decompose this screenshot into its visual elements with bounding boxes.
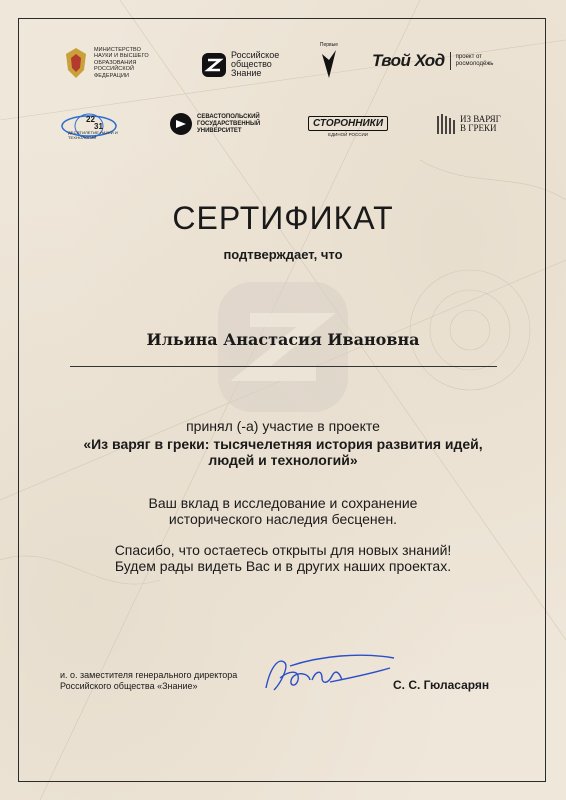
decade-text: ДЕСЯТИЛЕТИЕ НАУКИ И ТЕХНОЛОГИЙ <box>68 130 118 140</box>
signer-role-line1: и. о. заместителя генерального директора <box>60 670 238 680</box>
pervye-icon <box>318 48 340 82</box>
iz-varyag-logo <box>436 112 501 136</box>
signer-name: С. С. Гюласарян <box>393 678 490 692</box>
participation-text: принял (-а) участие в проекте <box>186 418 380 434</box>
signer-role-line2: Российского общества «Знание» <box>60 681 198 691</box>
decade-year-top: 22 <box>86 115 95 124</box>
tvoy-hod-logo <box>372 51 504 71</box>
iz-varyag-line1: ИЗ ВАРЯГ <box>460 114 501 124</box>
iz-varyag-line2: В ГРЕКИ <box>460 123 497 133</box>
thanks-line-1: Спасибо, что остаетесь открыты для новых знаний! <box>114 542 452 558</box>
coat-of-arms-icon <box>62 46 90 80</box>
project-line-2: людей и технологий» <box>208 452 358 468</box>
znanie-logo <box>202 51 279 78</box>
signer-role <box>60 670 237 692</box>
pervye-label: Первые <box>319 42 339 48</box>
pervye-logo <box>318 42 340 82</box>
znanie-line3: Знание <box>231 68 262 78</box>
tvoy-hod-title: Твой Ход <box>372 51 445 70</box>
storonniki-logo <box>308 116 388 137</box>
decade-year-bottom: 31 <box>94 122 103 131</box>
decade-logo <box>60 112 118 140</box>
storonniki-sub: ЕДИНОЙ РОССИИ <box>328 132 368 137</box>
name-underline <box>70 366 497 367</box>
contribution-line-1: Ваш вклад в исследование и сохранение <box>148 495 418 511</box>
project-line-1: «Из варяг в греки: тысячелетняя история развития идей, <box>83 436 483 452</box>
sevgu-logo <box>170 113 261 135</box>
znanie-icon <box>202 53 226 77</box>
contribution-line-2: исторического наследия бесценен. <box>168 511 398 527</box>
handwritten-signature <box>260 648 400 698</box>
znanie-line2: общество <box>231 59 272 69</box>
znanie-line1: Российское <box>231 50 280 60</box>
sevgu-name: СЕВАСТОПОЛЬСКИЙ ГОСУДАРСТВЕННЫЙ УНИВЕРСИТЕТ <box>197 113 261 134</box>
sevgu-icon <box>170 113 192 135</box>
certificate-title: СЕРТИФИКАТ <box>172 200 394 236</box>
recipient-name: Ильина Анастасия Ивановна <box>146 330 420 349</box>
tvoy-hod-sub: проект от росмолодёжь <box>455 54 494 67</box>
certificate-subtitle: подтверждает, что <box>223 247 343 262</box>
storonniki-title: СТОРОННИКИ <box>308 116 388 131</box>
thanks-line-2: Будем рады видеть Вас и в других наших проектах. <box>114 558 452 574</box>
ministry-name: МИНИСТЕРСТВО НАУКИ И ВЫСШЕГО ОБРАЗОВАНИЯ РОССИЙСКОЙ ФЕДЕРАЦИИ <box>94 46 149 79</box>
ministry-logo <box>62 46 160 80</box>
ship-icon <box>436 112 456 136</box>
